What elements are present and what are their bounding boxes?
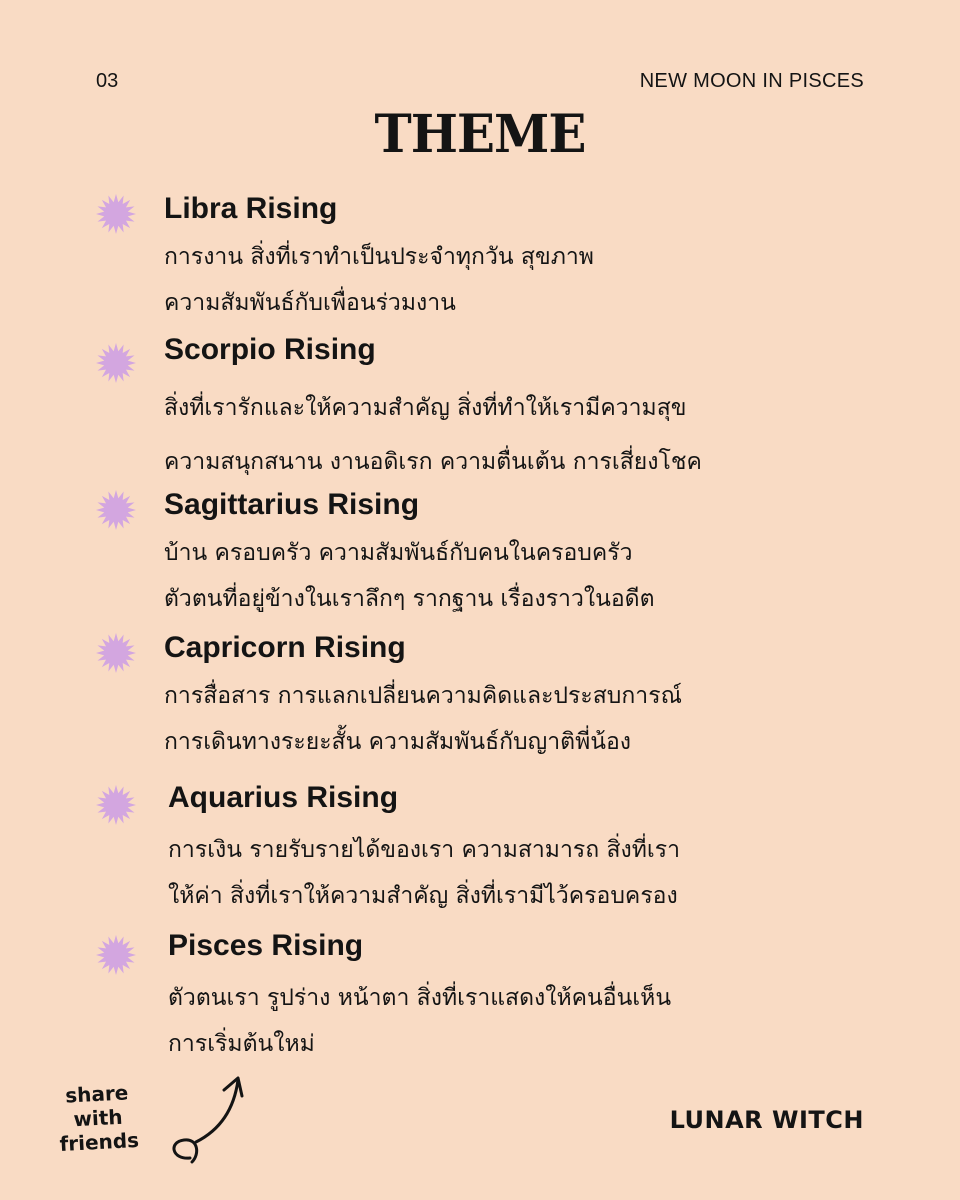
item-description (164, 381, 702, 489)
star-shape (96, 785, 136, 825)
share-with-friends-label (36, 1079, 160, 1157)
description-line: การเดินทางระยะสั้น ความสัมพันธ์กับญาติพี่น้อง (164, 729, 632, 755)
star-icon (96, 785, 136, 825)
item-description (164, 530, 655, 622)
star-shape (96, 490, 136, 530)
item-title: Scorpio Rising (164, 333, 376, 366)
item-description (168, 975, 671, 1067)
description-line: ความสัมพันธ์กับเพื่อนร่วมงาน (164, 290, 456, 316)
item-description (168, 827, 680, 919)
page-title: THEME (374, 102, 586, 165)
star-icon (96, 633, 136, 673)
item-description (164, 673, 682, 765)
item-title: Pisces Rising (168, 929, 364, 962)
description-line: การงาน สิ่งที่เราทำเป็นประจำทุกวัน สุขภาพ (164, 244, 594, 270)
share-word: share (64, 1080, 129, 1108)
star-icon (96, 935, 136, 975)
page-number: 03 (96, 70, 119, 92)
item-description (164, 234, 594, 326)
star-icon (96, 490, 136, 530)
description-line: ตัวตนเรา รูปร่าง หน้าตา สิ่งที่เราแสดงให้คนอื่นเห็น (168, 985, 672, 1011)
item-title: Capricorn Rising (164, 631, 406, 664)
brand-name: LUNAR WITCH (669, 1106, 864, 1134)
item-title: Libra Rising (164, 192, 338, 225)
description-line: การเงิน รายรับรายได้ของเรา ความสามารถ สิ่งที่เรา (168, 837, 681, 863)
share-word: friends (58, 1127, 140, 1157)
star-shape (96, 343, 136, 383)
share-word: with (72, 1104, 124, 1132)
star-icon (96, 194, 136, 234)
star-shape (96, 935, 136, 975)
curly-arrow-icon (160, 1070, 250, 1170)
description-line: ตัวตนที่อยู่ข้างในเราลึกๆ รากฐาน เรื่องราวในอดีต (164, 586, 655, 612)
description-line: การเริ่มต้นใหม่ (168, 1031, 315, 1057)
description-line: การสื่อสาร การแลกเปลี่ยนความคิดและประสบการณ์ (164, 683, 682, 709)
star-icon (96, 343, 136, 383)
item-title: Aquarius Rising (168, 781, 399, 814)
header-label: NEW MOON IN PISCES (639, 70, 864, 92)
description-line: สิ่งที่เรารักและให้ความสำคัญ สิ่งที่ทำให้เรามีความสุข (164, 395, 687, 421)
star-shape (96, 194, 136, 234)
star-shape (96, 633, 136, 673)
description-line: ความสนุกสนาน งานอดิเรก ความตื่นเต้น การเสี่ยงโชค (164, 449, 702, 475)
item-title: Sagittarius Rising (164, 488, 420, 521)
description-line: บ้าน ครอบครัว ความสัมพันธ์กับคนในครอบครัว (164, 540, 633, 566)
description-line: ให้ค่า สิ่งที่เราให้ความสำคัญ สิ่งที่เรามีไว้ครอบครอง (168, 883, 678, 909)
